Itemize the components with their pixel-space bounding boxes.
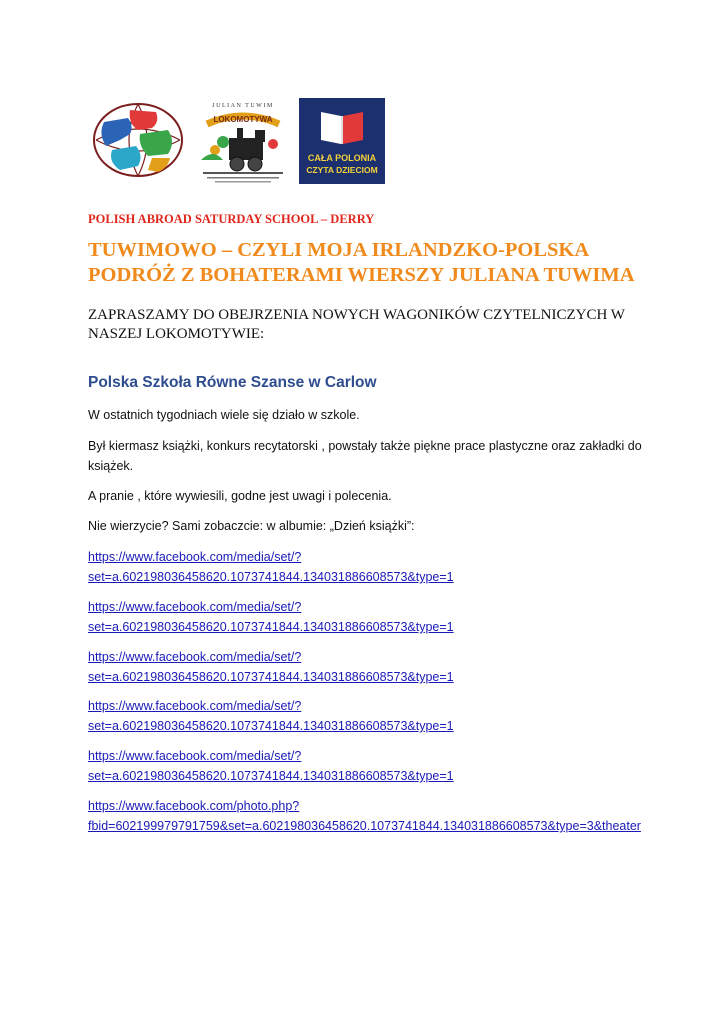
link-3-line-2[interactable]: set=a.602198036458620.1073741844.134031886608573&type=1: [88, 670, 454, 684]
link-6-line-1[interactable]: https://www.facebook.com/photo.php?: [88, 799, 300, 813]
facebook-link-2[interactable]: [88, 597, 454, 637]
paragraph-2-line-2: książek.: [88, 459, 134, 473]
facebook-link-6[interactable]: [88, 796, 641, 836]
link-2-line-1[interactable]: https://www.facebook.com/media/set/?: [88, 600, 302, 614]
logo3-text-1: CAŁA POLONIA: [307, 153, 377, 163]
invite-line-1: ZAPRASZAMY DO OBEJRZENIA NOWYCH WAGONIKÓW CZYTELNICZYCH W: [88, 307, 625, 323]
paragraph-2-line-1: Był kiermasz książki, konkurs recytatorski , powstały także piękne prace plastyczne oraz zakładki do: [88, 439, 642, 453]
link-2-line-2[interactable]: set=a.602198036458620.1073741844.134031886608573&type=1: [88, 620, 454, 634]
facebook-link-4[interactable]: [88, 696, 454, 736]
section-heading: Polska Szkoła Równe Szanse w Carlow: [88, 374, 377, 391]
link-1-line-2[interactable]: set=a.602198036458620.1073741844.134031886608573&type=1: [88, 570, 454, 584]
link-5-line-2[interactable]: set=a.602198036458620.1073741844.134031886608573&type=1: [88, 769, 454, 783]
facebook-link-1[interactable]: [88, 547, 454, 587]
document-title: [88, 238, 648, 288]
school-name: POLISH ABROAD SATURDAY SCHOOL – DERRY: [88, 212, 375, 226]
logo3-text-2: CZYTA DZIECIOM: [306, 165, 378, 175]
book-flag-icon: [299, 98, 385, 184]
logos-row: [90, 98, 390, 188]
invite-line-2: NASZEJ LOKOMOTYWIE:: [88, 326, 265, 342]
link-5-line-1[interactable]: https://www.facebook.com/media/set/?: [88, 749, 302, 763]
link-4-line-1[interactable]: https://www.facebook.com/media/set/?: [88, 699, 302, 713]
paragraph-4: Nie wierzycie? Sami zobaczcie: w albumie: „Dzień książki”:: [88, 519, 415, 533]
logo2-author: JULIAN TUWIM: [212, 103, 274, 109]
puzzle-globe-logo: [90, 100, 186, 180]
title-line-1: TUWIMOWO – CZYLI MOJA IRLANDZKO-POLSKA: [88, 239, 590, 261]
link-1-line-1[interactable]: https://www.facebook.com/media/set/?: [88, 550, 302, 564]
link-3-line-1[interactable]: https://www.facebook.com/media/set/?: [88, 650, 302, 664]
lokomotywa-logo: [193, 98, 293, 186]
facebook-link-5[interactable]: [88, 746, 454, 786]
paragraph-2: [88, 436, 642, 476]
link-6-line-2[interactable]: fbid=602199979791759&set=a.602198036458620.1073741844.134031886608573&type=3&theater: [88, 819, 641, 833]
title-line-2: PODRÓŻ Z BOHATERAMI WIERSZY JULIANA TUWIMA: [88, 264, 635, 286]
link-4-line-2[interactable]: set=a.602198036458620.1073741844.134031886608573&type=1: [88, 719, 454, 733]
facebook-link-3[interactable]: [88, 647, 454, 687]
paragraph-3: A pranie , które wywiesili, godne jest uwagi i polecenia.: [88, 489, 392, 503]
paragraph-1: W ostatnich tygodniach wiele się działo w szkole.: [88, 408, 360, 422]
cala-polonia-logo: [299, 98, 385, 184]
logo2-title: LOKOMOTYWA: [213, 115, 273, 124]
invitation-text: [88, 306, 648, 344]
